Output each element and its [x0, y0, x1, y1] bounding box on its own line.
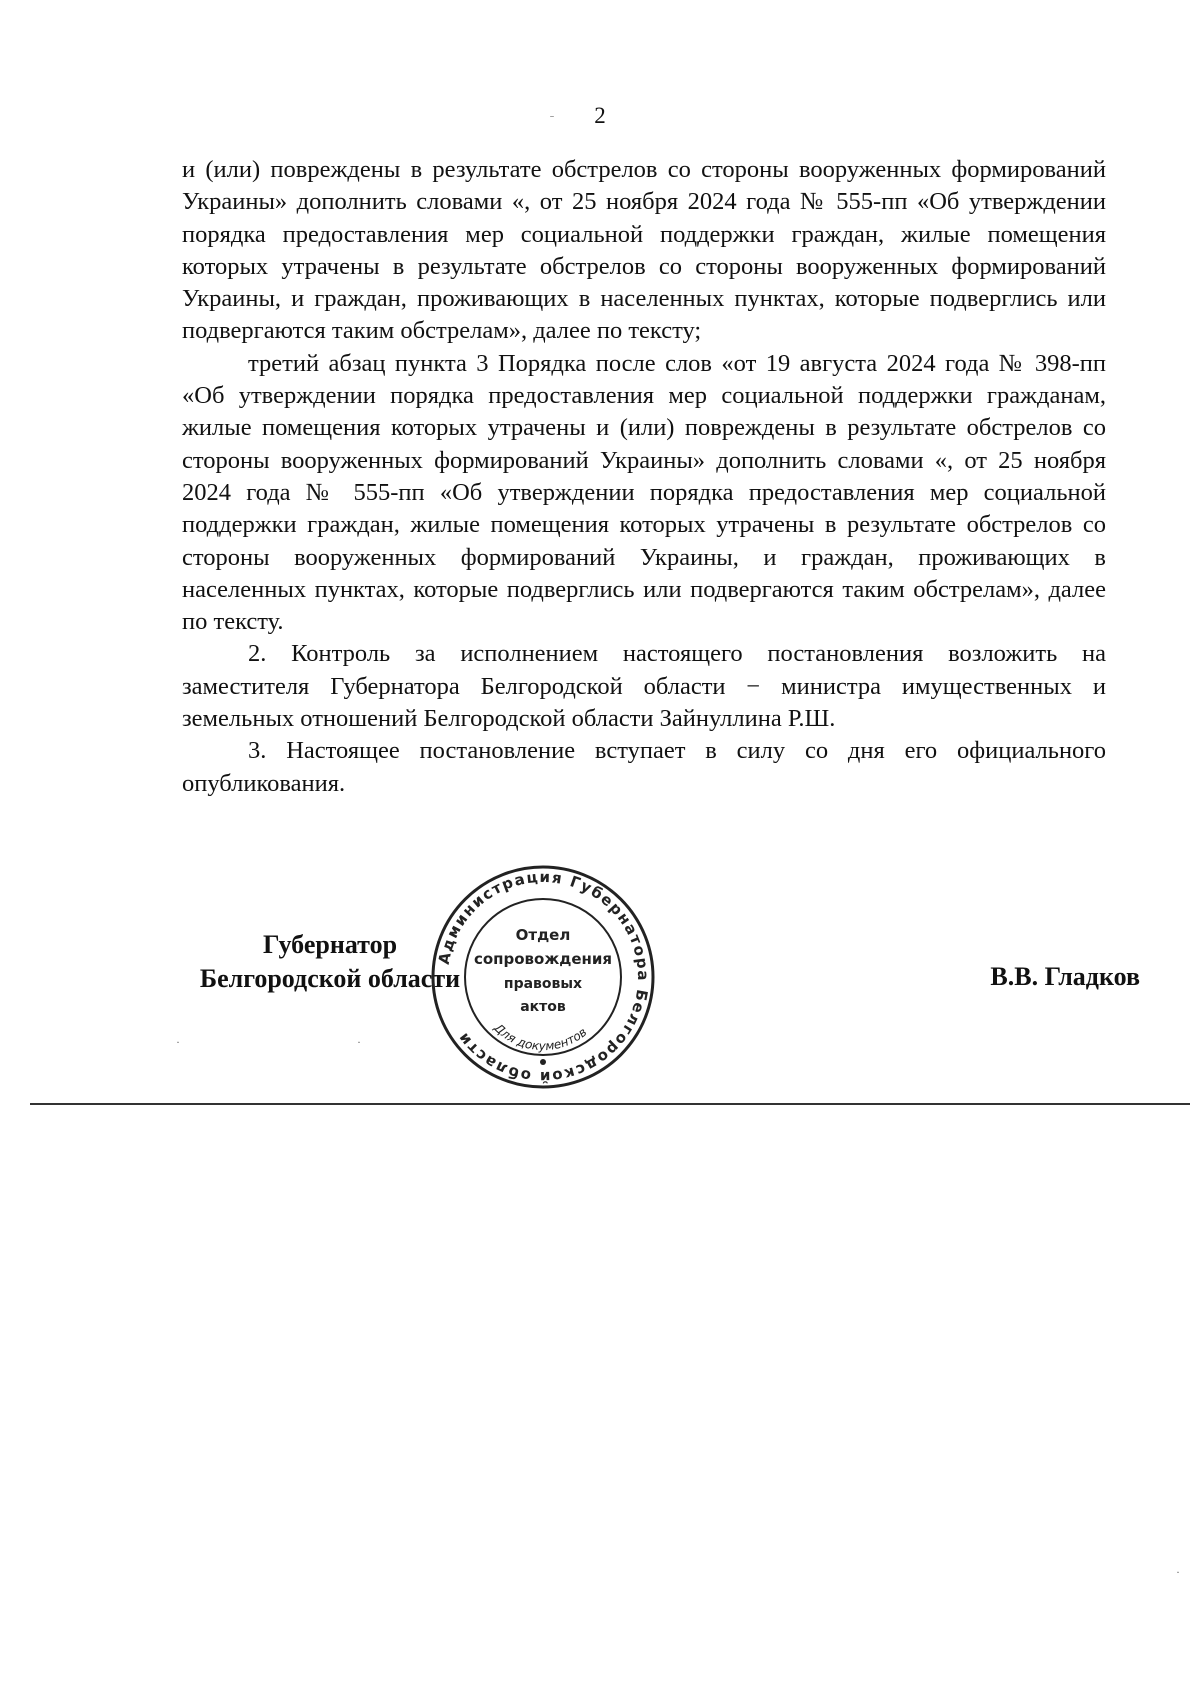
scan-speck: ·	[176, 1035, 180, 1049]
paragraph-item-3: 3. Настоящее постановление вступает в силу со дня его официального опубликования.	[182, 737, 1106, 797]
signatory-name: В.В. Гладков	[990, 962, 1140, 991]
stamp-seal-graphic	[428, 862, 658, 1092]
document-body	[182, 154, 1106, 800]
stamp-inner-line1: Отдел	[515, 926, 571, 944]
stamp-inner-line3: правовых	[503, 976, 583, 992]
stamp-inner-line2: сопровождения	[473, 950, 613, 968]
page-number: 2	[594, 103, 606, 128]
paragraph-item-2: 2. Контроль за исполнением настоящего постановления возложить на заместителя Губернатора Белгородской области − министра имущественных и земельных отношений Белгородской области Зайнуллина Р.Ш.	[182, 640, 1106, 733]
signature-title-line2: Белгородской области	[199, 964, 461, 993]
stamp-inner-line4: актов	[520, 999, 566, 1015]
scan-speck: ·	[357, 1035, 361, 1049]
stamp-outer-text: Администрация Губернатора Белгородской области	[434, 867, 653, 1087]
official-stamp	[428, 862, 658, 1092]
paragraph-continuation: и (или) повреждены в результате обстрелов со стороны вооруженных формирований Украины» дополнить словами «, от 25 ноября 2024 года № 555-пп «Об утверждении порядка предоставления мер социальной поддержки граждан, жилые помещения которых утрачены в результате обстрелов со стороны вооруженных формирований Украины, и граждан, проживающих в населенных пунктах, которые подверглись или подвергаются таким обстрелам», далее по тексту;	[182, 156, 1106, 345]
paragraph-third-abzac: третий абзац пункта 3 Порядка после слов «от 19 августа 2024 года № 398-пп «Об утверждении порядка предоставления мер социальной поддержки гражданам, жилые помещения которых утрачены и (или) повреждены в результате обстрелов со стороны вооруженных формирований Украины» дополнить словами «, от 25 ноября 2024 года № 555-пп «Об утверждении порядка предоставления мер социальной поддержки граждан, жилые помещения которых утрачены в результате обстрелов со стороны вооруженных формирований Украины, и граждан, проживающих в населенных пунктах, которые подверглись или подвергаются таким обстрелам», далее по тексту.	[182, 349, 1106, 636]
stamp-bottom-text: Для документов	[491, 1020, 590, 1054]
separator-line	[30, 1103, 1190, 1105]
scan-speck: ˉ	[550, 112, 554, 126]
scan-speck: ·	[1176, 1565, 1180, 1579]
signature-title-line1: Губернатор	[262, 930, 398, 959]
